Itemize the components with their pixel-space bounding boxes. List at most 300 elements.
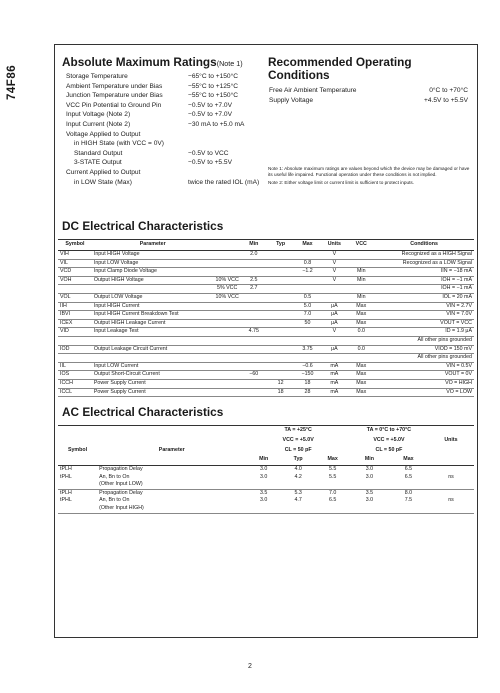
ac-cell: 7.0	[328, 489, 337, 496]
dc-cell	[295, 336, 321, 345]
dc-cell	[348, 259, 374, 268]
dc-cell: 3.75	[295, 345, 321, 354]
ac-cell	[350, 481, 389, 489]
dc-cell	[214, 328, 241, 337]
rec-op-label: Free Air Ambient Temperature	[269, 87, 357, 94]
dc-cell: 18	[267, 388, 295, 397]
dc-cell: 10% VCC	[214, 293, 241, 302]
ac-header-cell	[58, 456, 246, 466]
part-number-side-label: 74F86	[6, 64, 18, 100]
dc-row	[58, 293, 474, 302]
ac-cell	[428, 505, 474, 513]
abs-max-label: VCC Pin Potential to Ground Pin	[66, 101, 162, 109]
ac-header-cell: Parameter	[158, 446, 185, 453]
dc-cell	[295, 328, 321, 337]
dc-cell: 12	[267, 379, 295, 388]
rec-op-list	[269, 86, 468, 105]
dc-cell	[241, 388, 267, 397]
ac-header-cell: CL = 50 pF	[284, 446, 312, 453]
ac-cell: 7.5	[404, 497, 413, 504]
dc-cell	[320, 336, 348, 345]
abs-max-label: 3-STATE Output	[74, 159, 122, 167]
dc-cell	[267, 251, 295, 260]
dc-cell: Max	[348, 379, 374, 388]
ac-cell: 5.5	[328, 466, 337, 472]
dc-symbol-cell: VOH	[58, 276, 92, 285]
dc-cell: IOL = 20 mA	[374, 293, 474, 302]
rec-op-label: Supply Voltage	[269, 96, 313, 104]
dc-header-row	[58, 240, 474, 251]
dc-header-cell: Symbol	[58, 240, 92, 251]
dc-cell: Max	[348, 362, 374, 371]
ac-cell	[315, 505, 349, 513]
dc-cell	[214, 345, 241, 354]
dc-cell: −1.2	[295, 268, 321, 277]
rec-op-row	[269, 96, 468, 106]
dc-cell	[267, 268, 295, 277]
dc-cell	[214, 268, 241, 277]
abs-max-row	[66, 120, 258, 130]
dc-cell: All other pins grounded	[374, 336, 474, 345]
dc-cell: Max	[348, 388, 374, 397]
abs-max-value: −0.5V to VCC	[188, 149, 229, 157]
abs-max-list	[66, 72, 258, 187]
ac-header-cell	[58, 436, 246, 446]
abs-max-label: in LOW State (Max)	[74, 178, 132, 186]
dc-symbol-cell: VOL	[58, 293, 92, 302]
rec-op-value: +4.5V to +5.5V	[424, 96, 468, 104]
dc-cell: 50	[295, 319, 321, 328]
dc-cell	[241, 379, 267, 388]
dc-cell: μA	[320, 319, 348, 328]
ac-cell: 8.0	[404, 489, 413, 496]
ac-header-row	[58, 446, 474, 456]
dc-symbol-cell	[58, 336, 92, 345]
dc-cell	[267, 345, 295, 354]
dc-cell	[214, 259, 241, 268]
dc-cell	[214, 371, 241, 380]
ac-cell: 6.5	[328, 497, 337, 504]
dc-row	[58, 388, 474, 397]
dc-cell	[241, 362, 267, 371]
dc-cell	[267, 354, 295, 363]
abs-max-value	[188, 130, 258, 140]
ac-symbol-cell	[58, 481, 97, 489]
ac-header-cell: TA = +25°C	[246, 426, 349, 436]
dc-row	[58, 371, 474, 380]
dc-cell: 7.0	[295, 311, 321, 320]
dc-cell	[214, 362, 241, 371]
dc-cell	[348, 285, 374, 294]
dc-row	[58, 379, 474, 388]
ac-header-cell: Symbol	[67, 446, 88, 453]
ac-cell	[315, 481, 349, 489]
ac-heading: AC Electrical Characteristics	[62, 405, 224, 419]
dc-cell	[241, 345, 267, 354]
abs-max-value: −0.5V to +7.0V	[188, 111, 232, 119]
ac-header-cell: CL = 50 pF	[375, 446, 403, 453]
dc-row	[58, 259, 474, 268]
dc-cell	[92, 285, 214, 294]
dc-cell: Input HIGH Voltage	[92, 251, 214, 260]
dc-cell	[214, 311, 241, 320]
dc-header-cell: Max	[295, 240, 321, 251]
ac-header-row	[58, 426, 474, 436]
ac-cell: 5.5	[328, 473, 337, 480]
dc-cell	[320, 285, 348, 294]
dc-cell: VO = HIGH	[374, 379, 474, 388]
dc-row	[58, 319, 474, 328]
abs-max-row	[66, 149, 258, 159]
dc-cell: Output LOW Voltage	[92, 293, 214, 302]
dc-cell	[241, 293, 267, 302]
dc-cell: Max	[348, 311, 374, 320]
abs-max-title: Absolute Maximum Ratings	[62, 55, 217, 69]
dc-cell	[214, 319, 241, 328]
dc-symbol-cell	[58, 285, 92, 294]
ac-symbol-cell: tPHL	[60, 497, 72, 504]
dc-cell: All other pins grounded	[374, 354, 474, 363]
dc-cell	[214, 388, 241, 397]
dc-cell: V	[320, 268, 348, 277]
dc-cell: mA	[320, 362, 348, 371]
abs-max-value	[188, 139, 258, 149]
dc-row	[58, 345, 474, 354]
dc-cell	[241, 311, 267, 320]
dc-cell	[267, 285, 295, 294]
dc-cell	[295, 251, 321, 260]
abs-max-row	[66, 168, 258, 178]
dc-cell: 18	[295, 379, 321, 388]
dc-cell: VIN = 2.7V	[374, 302, 474, 311]
dc-cell: Input HIGH Current Breakdown Test	[92, 311, 214, 320]
dc-cell: VIN = 7.0V	[374, 311, 474, 320]
ac-row	[58, 481, 474, 489]
dc-cell: μA	[320, 302, 348, 311]
ac-header-cell	[58, 426, 246, 436]
dc-cell	[214, 251, 241, 260]
abs-max-note-ref: (Note 1)	[216, 59, 243, 68]
dc-cell	[267, 311, 295, 320]
dc-cell	[267, 336, 295, 345]
dc-heading: DC Electrical Characteristics	[62, 219, 224, 233]
dc-cell: V	[320, 259, 348, 268]
ac-cell	[246, 505, 280, 513]
dc-cell	[267, 328, 295, 337]
abs-max-label: in HIGH State (with VCC = 0V)	[74, 140, 164, 148]
dc-cell	[214, 379, 241, 388]
abs-max-row	[66, 72, 258, 82]
dc-cell	[241, 319, 267, 328]
dc-header-cell: Units	[320, 240, 348, 251]
dc-header-cell: Typ	[267, 240, 295, 251]
dc-row	[58, 302, 474, 311]
ac-header-cell: Min	[246, 456, 280, 466]
dc-cell	[267, 302, 295, 311]
dc-cell: 2.7	[241, 285, 267, 294]
ac-cell	[246, 481, 280, 489]
ac-cell: ns	[448, 473, 454, 480]
dc-header-cell: VCC	[348, 240, 374, 251]
ac-header-cell	[428, 426, 474, 436]
abs-max-value: −55°C to +125°C	[188, 82, 238, 90]
dc-cell	[267, 319, 295, 328]
ac-symbol-cell	[58, 505, 97, 513]
ac-cell: 5.3	[294, 489, 302, 496]
ac-cell	[428, 489, 474, 497]
abs-max-value: −65°C to +150°C	[188, 73, 238, 80]
ac-cell: 3.0	[260, 473, 268, 480]
dc-cell: V	[320, 328, 348, 337]
ac-header-cell: VCC = +5.0V	[373, 436, 405, 443]
ac-cell: 3.0	[365, 466, 374, 472]
ac-cell: An, Bn to On	[99, 497, 130, 504]
dc-cell	[214, 302, 241, 311]
ac-header-row	[58, 436, 474, 446]
dc-row	[58, 276, 474, 285]
dc-cell: Min	[348, 276, 374, 285]
rec-op-title-line2: Conditions	[268, 67, 330, 82]
dc-cell	[295, 276, 321, 285]
dc-cell: Recognized as a HIGH Signal	[374, 251, 474, 260]
abs-max-row	[66, 91, 258, 101]
dc-cell: Min	[348, 268, 374, 277]
ac-cell	[389, 505, 428, 513]
dc-row	[58, 354, 474, 363]
dc-symbol-cell: VCD	[58, 268, 92, 277]
dc-cell: Input LOW Current	[92, 362, 214, 371]
dc-symbol-cell: ICEX	[58, 319, 92, 328]
ac-cell	[389, 481, 428, 489]
ac-cell: 3.0	[365, 473, 374, 480]
abs-max-row	[66, 130, 258, 140]
ac-cell: 6.5	[404, 473, 413, 480]
dc-cell	[92, 354, 214, 363]
ac-header-cell	[428, 456, 474, 466]
ac-cell: 3.0	[365, 497, 374, 504]
dc-cell: VIOD = 150 mV	[374, 345, 474, 354]
ac-symbol-cell: tPLH	[60, 466, 72, 472]
dc-cell: ID = 1.9 μA	[374, 328, 474, 337]
ac-header-cell: VCC = +5.0V	[282, 436, 314, 443]
ac-cell: 3.5	[365, 489, 374, 496]
ac-row	[58, 497, 474, 505]
dc-symbol-cell: IIH	[58, 302, 92, 311]
dc-symbol-cell: VIH	[58, 251, 92, 260]
ac-header-cell: Min	[350, 456, 389, 466]
ac-cell	[350, 505, 389, 513]
dc-cell	[241, 354, 267, 363]
dc-cell: Power Supply Current	[92, 379, 214, 388]
dc-cell	[267, 293, 295, 302]
dc-cell: Output HIGH Leakage Current	[92, 319, 214, 328]
dc-cell: V	[320, 276, 348, 285]
dc-cell: Output Leakage Circuit Current	[92, 345, 214, 354]
dc-symbol-cell: IOD	[58, 345, 92, 354]
dc-symbol-cell: ICCH	[58, 379, 92, 388]
dc-header-cell: Min	[241, 240, 267, 251]
abs-max-row	[66, 82, 258, 92]
dc-row	[58, 285, 474, 294]
dc-cell	[267, 259, 295, 268]
ac-cell: 3.0	[260, 466, 268, 472]
abs-max-row	[66, 158, 258, 168]
dc-cell: IIN = −18 mA	[374, 268, 474, 277]
dc-cell: Max	[348, 302, 374, 311]
ac-symbol-cell: tPHL	[60, 473, 72, 480]
dc-cell: VIN = 0.5V	[374, 362, 474, 371]
dc-cell: −60	[241, 371, 267, 380]
rec-op-title-line1: Recommended Operating	[268, 55, 412, 69]
note-text: Note 2: Either voltage limit or current limit is sufficient to protect inputs.	[268, 179, 415, 185]
ac-cell	[281, 505, 315, 513]
dc-row	[58, 336, 474, 345]
ac-table	[58, 425, 474, 514]
dc-cell	[348, 251, 374, 260]
dc-symbol-cell: VIL	[58, 259, 92, 268]
ac-header-cell: Units	[444, 436, 458, 443]
dc-cell: Output HIGH Voltage	[92, 276, 214, 285]
ac-cell	[428, 481, 474, 489]
ac-row	[58, 474, 474, 482]
abs-max-label: Standard Output	[74, 149, 123, 157]
dc-cell: 2.5	[241, 276, 267, 285]
abs-max-value: −0.5V to +5.5V	[188, 159, 232, 167]
abs-max-row	[66, 101, 258, 111]
abs-max-value: −0.5V to +7.0V	[188, 101, 232, 109]
ac-cell: 3.5	[260, 489, 268, 496]
ac-symbol-cell: tPLH	[60, 489, 72, 496]
abs-max-label: Junction Temperature under Bias	[66, 92, 163, 100]
dc-cell: Recognized as a LOW Signal	[374, 259, 474, 268]
ac-header-cell: Max	[315, 456, 349, 466]
dc-symbol-cell	[58, 354, 92, 363]
dc-cell: Input LOW Voltage	[92, 259, 214, 268]
note-text: Note 1: Absolute maximum ratings are values beyond which the device may be damaged or have its useful life impaired. Functional operation under these conditions is not implied.	[268, 166, 470, 178]
dc-cell	[241, 259, 267, 268]
dc-cell: mA	[320, 371, 348, 380]
dc-cell: Input HIGH Current	[92, 302, 214, 311]
dc-cell: Output Short-Circuit Current	[92, 371, 214, 380]
ac-row	[58, 505, 474, 513]
ac-cell: 6.5	[404, 466, 413, 472]
dc-row	[58, 311, 474, 320]
dc-symbol-cell: IIL	[58, 362, 92, 371]
ac-cell: 3.0	[260, 497, 268, 504]
dc-cell: V	[320, 251, 348, 260]
abs-max-label: Voltage Applied to Output	[66, 130, 141, 138]
abs-max-row	[66, 110, 258, 120]
dc-cell	[241, 268, 267, 277]
ac-cell: ns	[448, 497, 454, 504]
dc-cell	[92, 336, 214, 345]
dc-cell: IOH = −1 mA	[374, 285, 474, 294]
dc-symbol-cell: IOS	[58, 371, 92, 380]
dc-cell: Max	[348, 371, 374, 380]
ac-header-cell: Max	[389, 456, 428, 466]
abs-max-value: −30 mA to +5.0 mA	[188, 120, 245, 128]
dc-cell	[214, 336, 241, 345]
dc-cell	[241, 302, 267, 311]
abs-max-value: twice the rated IOL (mA)	[188, 178, 260, 186]
dc-symbol-cell: VID	[58, 328, 92, 337]
dc-cell	[295, 285, 321, 294]
ac-cell: 4.2	[294, 473, 302, 480]
dc-cell: 5% VCC	[214, 285, 241, 294]
abs-max-heading	[62, 56, 243, 70]
dc-cell: 0.8	[295, 259, 321, 268]
dc-cell: 0.0	[348, 345, 374, 354]
notes-block	[268, 166, 472, 187]
ac-cell	[428, 466, 474, 474]
ac-cell: 4.7	[294, 497, 302, 504]
dc-table	[58, 239, 474, 397]
ac-row	[58, 466, 474, 474]
dc-cell	[348, 336, 374, 345]
dc-cell: mA	[320, 388, 348, 397]
dc-cell: 10% VCC	[214, 276, 241, 285]
dc-row	[58, 268, 474, 277]
rec-op-row	[269, 86, 468, 96]
rec-op-value: 0°C to +70°C	[429, 87, 468, 94]
dc-cell: Min	[348, 293, 374, 302]
rec-op-heading	[268, 56, 412, 81]
dc-cell	[267, 371, 295, 380]
dc-cell	[267, 276, 295, 285]
abs-max-row	[66, 139, 258, 149]
dc-cell	[241, 336, 267, 345]
ac-cell: Propagation Delay	[99, 489, 143, 496]
dc-cell: IOH = −1 mA	[374, 276, 474, 285]
dc-cell: 0.5	[295, 293, 321, 302]
ac-cell	[281, 481, 315, 489]
dc-cell: μA	[320, 311, 348, 320]
dc-cell	[267, 362, 295, 371]
dc-cell: −150	[295, 371, 321, 380]
page-number: 2	[248, 663, 252, 670]
dc-cell: −0.6	[295, 362, 321, 371]
dc-cell	[295, 354, 321, 363]
abs-max-label: Input Current (Note 2)	[66, 120, 131, 128]
dc-cell: Input Clamp Diode Voltage	[92, 268, 214, 277]
ac-header-row	[58, 456, 474, 466]
dc-header-cell: Conditions	[374, 240, 474, 251]
dc-cell: 0.0	[348, 328, 374, 337]
abs-max-value	[188, 168, 258, 178]
dc-symbol-cell: ICCL	[58, 388, 92, 397]
dc-symbol-cell: IBVI	[58, 311, 92, 320]
ac-row	[58, 489, 474, 497]
ac-cell: Propagation Delay	[99, 466, 143, 472]
dc-row	[58, 251, 474, 260]
abs-max-label: Ambient Temperature under Bias	[66, 82, 163, 90]
ac-header-cell: TA = 0°C to +70°C	[350, 426, 428, 436]
ac-cell: (Other Input LOW)	[97, 481, 246, 489]
dc-cell: 2.0	[241, 251, 267, 260]
dc-header-cell	[214, 240, 241, 251]
dc-cell	[348, 354, 374, 363]
dc-cell: 28	[295, 388, 321, 397]
dc-cell: 4.75	[241, 328, 267, 337]
dc-cell	[320, 293, 348, 302]
dc-cell: μA	[320, 345, 348, 354]
ac-header-cell	[428, 446, 474, 456]
dc-cell: VO = LOW	[374, 388, 474, 397]
dc-cell: Input Leakage Test	[92, 328, 214, 337]
abs-max-row	[66, 178, 258, 188]
ac-header-cell: Typ	[281, 456, 315, 466]
ac-cell: An, Bn to On	[99, 473, 130, 480]
